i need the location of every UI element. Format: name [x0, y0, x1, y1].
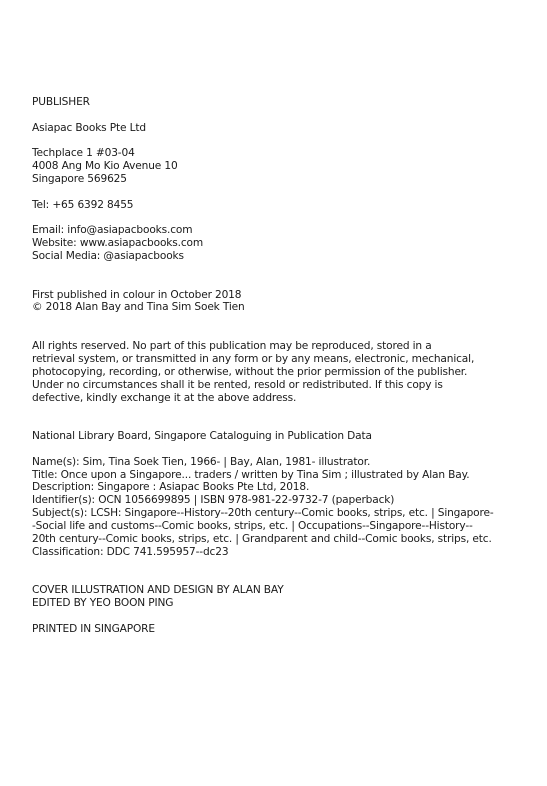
cip-line: Identifier(s): OCN 1056699895 | ISBN 978-981-22-9732-7 (paperback): [32, 494, 395, 507]
rights-line: photocopying, recording, or otherwise, without the prior permission of the publisher.: [32, 365, 468, 378]
publisher-name: Asiapac Books Pte Ltd: [32, 121, 146, 134]
address-line: Techplace 1 #03-04: [32, 147, 135, 160]
cip-line: Description: Singapore : Asiapac Books Pte Ltd, 2018.: [32, 481, 310, 494]
cip-line: Title: Once upon a Singapore... traders / written by Tina Sim ; illustrated by Alan Bay.: [32, 468, 470, 481]
copyright-notice: © 2018 Alan Bay and Tina Sim Soek Tien: [32, 301, 245, 314]
contact-social: Social Media: @asiapacbooks: [32, 250, 184, 262]
rights-line: retrieval system, or transmitted in any form or by any means, electronic, mechanical,: [32, 352, 475, 365]
copyright-page: [32, 96, 512, 636]
edition-info: [32, 289, 512, 315]
rights-notice: [32, 340, 512, 405]
rights-line: defective, kindly exchange it at the above address.: [32, 391, 297, 404]
cip-data: [32, 456, 512, 559]
contact-email: Email: info@asiapacbooks.com: [32, 224, 193, 237]
publisher-tel-block: [32, 199, 512, 212]
cip-line: 20th century--Comic books, strips, etc. | Grandparent and child--Comic books, strips, etc.: [32, 533, 492, 546]
cip-line: Subject(s): LCSH: Singapore--History--20th century--Comic books, strips, etc. | Singapore-: [32, 507, 494, 520]
cip-line: Classification: DDC 741.595957--dc23: [32, 545, 229, 558]
cip-line: -Social life and customs--Comic books, strips, etc. | Occupations--Singapore--History--: [32, 520, 473, 533]
printed-in: PRINTED IN SINGAPORE: [32, 622, 155, 635]
credit-editor: EDITED BY YEO BOON PING: [32, 597, 174, 610]
rights-line: All rights reserved. No part of this publication may be reproduced, stored in a: [32, 339, 432, 352]
cip-heading: National Library Board, Singapore Cataloguing in Publication Data: [32, 430, 372, 443]
publisher-heading: PUBLISHER: [32, 96, 90, 108]
credit-cover: COVER ILLUSTRATION AND DESIGN BY ALAN BAY: [32, 584, 284, 597]
publisher-heading-block: [32, 96, 512, 109]
cip-heading-block: [32, 430, 512, 443]
publisher-tel: Tel: +65 6392 8455: [32, 198, 134, 211]
publisher-address: [32, 147, 512, 186]
address-line: Singapore 569625: [32, 173, 127, 185]
rights-line: Under no circumstances shall it be rented, resold or redistributed. If this copy is: [32, 378, 443, 391]
first-published: First published in colour in October 2018: [32, 288, 242, 301]
address-line: 4008 Ang Mo Kio Avenue 10: [32, 160, 178, 173]
contact-website: Website: www.asiapacbooks.com: [32, 237, 204, 250]
printed-block: [32, 623, 512, 636]
publisher-name-block: [32, 122, 512, 135]
publisher-contact: [32, 224, 512, 263]
credits: [32, 584, 512, 610]
cip-line: Name(s): Sim, Tina Soek Tien, 1966- | Bay, Alan, 1981- illustrator.: [32, 455, 371, 468]
